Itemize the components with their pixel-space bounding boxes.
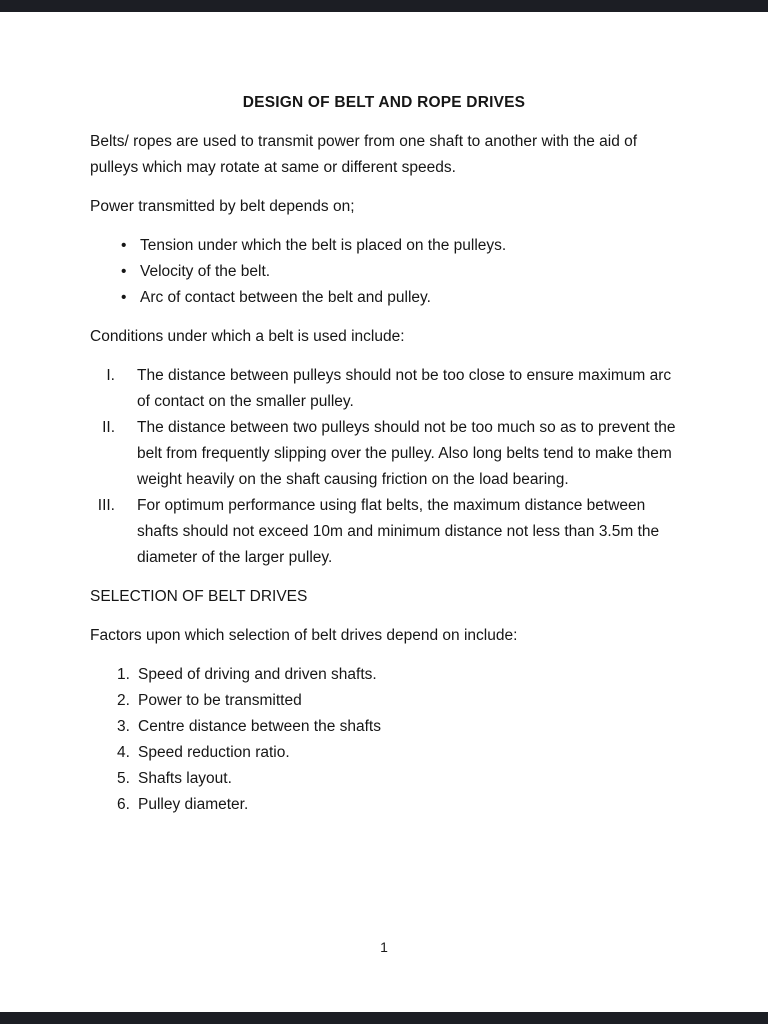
list-item (90, 493, 678, 571)
list-marker: 1. (117, 666, 130, 683)
list-item-text: Speed of driving and driven shafts. (138, 666, 377, 683)
list-item (117, 662, 678, 688)
bullet-icon: • (121, 237, 127, 254)
list-item (90, 363, 678, 415)
list-marker: 3. (117, 718, 130, 735)
list-item (117, 714, 678, 740)
list-item (90, 415, 678, 493)
list-marker: III. (97, 497, 115, 514)
bullet-icon: • (121, 289, 127, 306)
list-marker: II. (102, 419, 115, 436)
numbered-list (90, 662, 678, 818)
roman-list (90, 363, 678, 571)
list-item-text: Shafts layout. (138, 770, 232, 787)
bullet-icon: • (121, 263, 127, 280)
list-marker: 2. (117, 692, 130, 709)
list-item-text: The distance between pulleys should not be too close to ensure maximum arc of contact on the smaller pulley. (137, 367, 672, 410)
paragraph-factors: Factors upon which selection of belt drives depend on include: (90, 627, 518, 644)
selection-heading: SELECTION OF BELT DRIVES (90, 588, 308, 605)
list-marker: 5. (117, 770, 130, 787)
viewer-bottom-bar (0, 1012, 768, 1024)
doc-title: DESIGN OF BELT AND ROPE DRIVES (242, 94, 526, 111)
bullet-item-text: Velocity of the belt. (140, 263, 271, 280)
list-item-text: Speed reduction ratio. (138, 744, 290, 761)
paragraph-intro: Belts/ ropes are used to transmit power from one shaft to another with the aid of pulleys which may rotate at same or different speeds. (90, 133, 638, 176)
list-item (117, 688, 678, 714)
page-number: 1 (380, 939, 388, 955)
list-item-text: The distance between two pulleys should not be too much so as to prevent the belt from frequently slipping over the pulley. Also long belts tend to make them weight heavily on the shaft causing friction on the load bearing. (137, 419, 676, 488)
bullet-item (121, 259, 678, 285)
list-item-text: Pulley diameter. (138, 796, 249, 813)
list-item-text: Power to be transmitted (138, 692, 302, 709)
list-item (117, 792, 678, 818)
list-item-text: For optimum performance using flat belts, the maximum distance between shafts should not exceed 10m and minimum distance not less than 3.5m the diameter of the larger pulley. (137, 497, 660, 566)
paragraph-conditions: Conditions under which a belt is used include: (90, 328, 405, 345)
list-item (117, 740, 678, 766)
bullet-list (90, 233, 678, 311)
bullet-item-text: Arc of contact between the belt and pulley. (140, 289, 431, 306)
paragraph-power: Power transmitted by belt depends on; (90, 198, 355, 215)
list-marker: 6. (117, 796, 130, 813)
bullet-item-text: Tension under which the belt is placed on the pulleys. (140, 237, 507, 254)
list-item-text: Centre distance between the shafts (138, 718, 381, 735)
list-marker: 4. (117, 744, 130, 761)
bullet-item (121, 285, 678, 311)
list-item (117, 766, 678, 792)
list-marker: I. (106, 367, 115, 384)
bullet-item (121, 233, 678, 259)
